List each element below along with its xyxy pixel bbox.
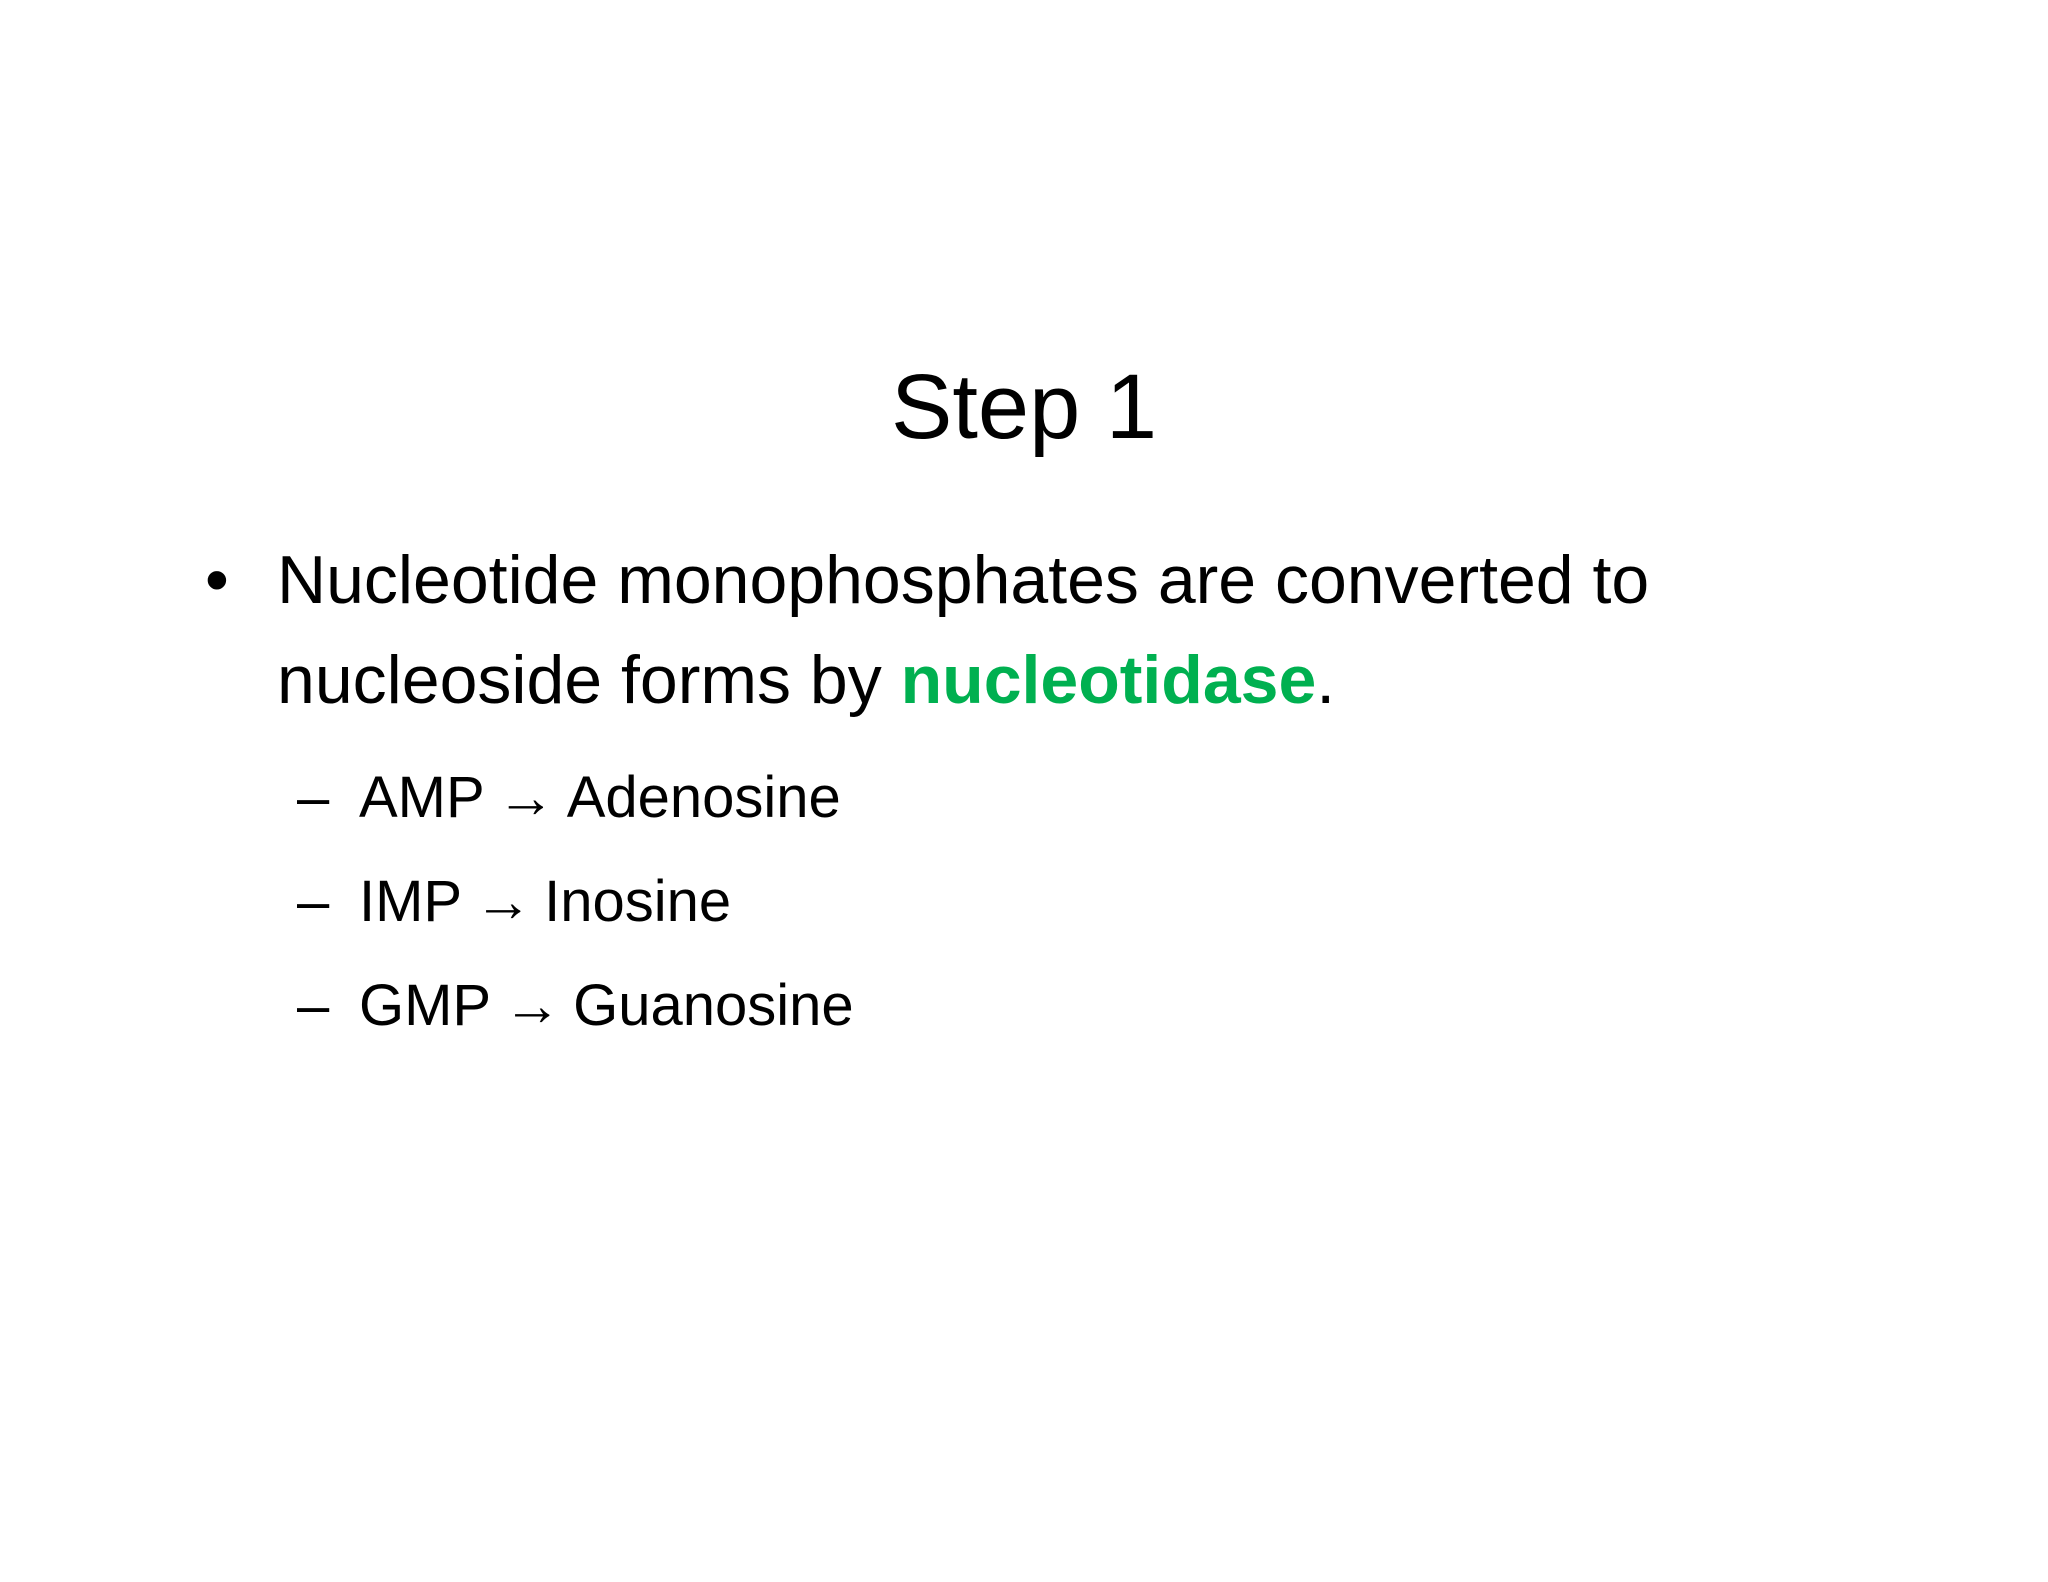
sub-bullet-item xyxy=(297,954,1905,1058)
arrow-right-icon: → xyxy=(474,869,533,934)
sub-bullet-item xyxy=(297,746,1905,850)
sub-bullet-list xyxy=(205,746,1905,1058)
highlight-term: nucleotidase xyxy=(900,642,1317,718)
bullet-marker: • xyxy=(205,542,229,618)
sub-bullet-marker: – xyxy=(297,765,330,830)
bullet-text-before: Nucleotide monophosphates are converted to nucleoside forms by xyxy=(277,542,1650,718)
sub-item-to: Adenosine xyxy=(566,765,841,830)
sub-item-to: Guanosine xyxy=(573,973,854,1038)
sub-item-from: AMP xyxy=(359,765,485,830)
sub-item-to: Inosine xyxy=(544,869,732,934)
bullet-item xyxy=(205,530,1905,730)
sub-bullet-marker: – xyxy=(297,973,330,1038)
bullet-text-after: . xyxy=(1316,642,1336,718)
sub-bullet-item xyxy=(297,850,1905,954)
slide-title: Step 1 xyxy=(891,356,1157,458)
bullet-list xyxy=(205,530,1905,1058)
arrow-right-icon: → xyxy=(503,973,562,1038)
sub-bullet-marker: – xyxy=(297,869,330,934)
sub-item-from: GMP xyxy=(359,973,492,1038)
sub-item-from: IMP xyxy=(359,869,463,934)
arrow-right-icon: → xyxy=(496,765,555,830)
